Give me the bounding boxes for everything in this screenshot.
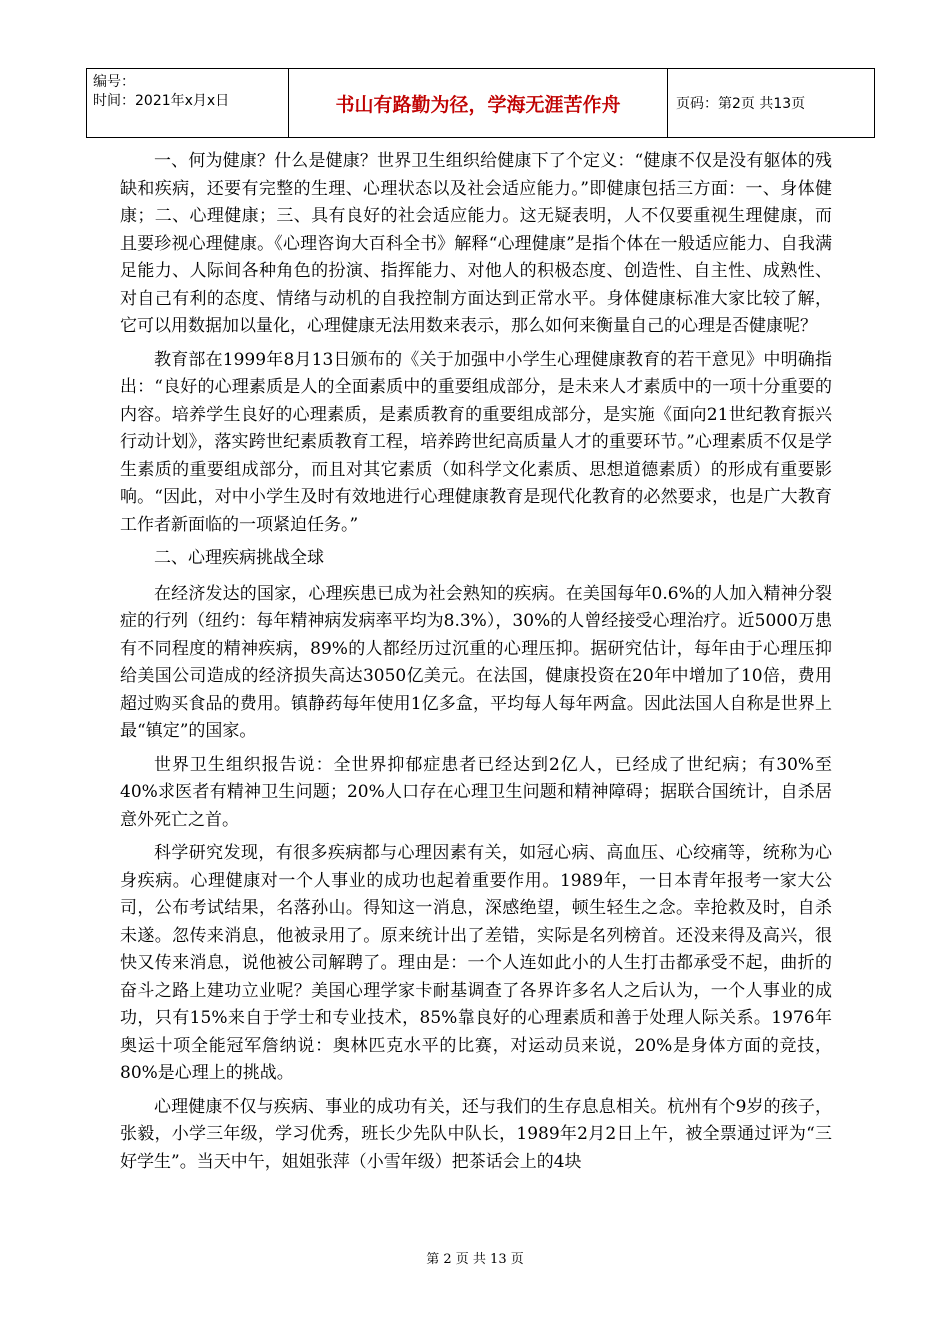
page-label: 页码：第2页 共13页	[668, 69, 875, 138]
paragraph: 心理健康不仅与疾病、事业的成功有关，还与我们的生存息息相关。杭州有个9岁的孩子，张毅，小学三年级，学习优秀，班长少先队中队长，1989年2月2日上午，被全票通过评为“三好学生”。当天中午，姐姐张萍（小雪年级）把茶话会上的4块	[120, 1096, 832, 1172]
header-meta-cell	[87, 69, 289, 138]
paragraph: 在经济发达的国家，心理疾患已成为社会熟知的疾病。在美国每年0.6%的人加入精神分裂症的行列（纽约：每年精神病发病率平均为8.3%），30%的人曾经接受心理治疗。近5000万患有不同程度的精神疾病，89%的人都经历过沉重的心理压抑。据研究估计，每年由于心理压抑给美国公司造成的经济损失高达3050亿美元。在法国，健康投资在20年中增加了10倍，费用超过购买食品的费用。镇静药每年使用1亿多盒，平均每人每年两盒。因此法国人自称是世界上最“镇定”的国家。	[120, 583, 832, 741]
time-label: 时间：2021年x月x日	[93, 93, 230, 109]
paragraph: 世界卫生组织报告说：全世界抑郁症患者已经达到2亿人，已经成了世纪病；有30%至40%求医者有精神卫生问题；20%人口存在心理卫生问题和精神障碍；据联合国统计，自杀居意外死亡之首。	[120, 754, 832, 830]
paragraph: 科学研究发现，有很多疾病都与心理因素有关，如冠心病、高血压、心绞痛等，统称为心身疾病。心理健康对一个人事业的成功也起着重要作用。1989年，一日本青年报考一家大公司，公布考试结果，名落孙山。得知这一消息，深感绝望，顿生轻生之念。幸抢救及时，自杀未遂。忽传来消息，他被录用了。原来统计出了差错，实际是名列榜首。还没来得及高兴，很快又传来消息，说他被公司解聘了。理由是：一个人连如此小的人生打击都承受不起，曲折的奋斗之路上建功立业呢？美国心理学家卡耐基调查了各界许多名人之后认为，一个人事业的成功，只有15%来自于学士和专业技术，85%靠良好的心理素质和善于处理人际关系。1976年奥运十项全能冠军詹纳说：奥林匹克水平的比赛，对运动员来说，20%是身体方面的竞技，80%是心理上的挑战。	[120, 843, 832, 1083]
section-heading: 二、心理疾病挑战全球	[154, 548, 324, 568]
document-body	[120, 148, 832, 1182]
number-label: 编号：	[93, 74, 135, 90]
page-footer: 第 2 页 共 13 页	[426, 1252, 524, 1267]
paragraph: 教育部在1999年8月13日颁布的《关于加强中小学生心理健康教育的若干意见》中明确指出：“良好的心理素质是人的全面素质中的重要组成部分，是未来人才素质中的一项十分重要的内容。培养学生良好的心理素质，是素质教育的重要组成部分，是实施《面向21世纪教育振兴行动计划》，落实跨世纪素质教育工程，培养跨世纪高质量人才的重要环节。”心理素质不仅是学生素质的重要组成部分，而且对其它素质（如科学文化素质、思想道德素质）的形成有重要影响。“因此，对中小学生及时有效地进行心理健康教育是现代化教育的必然要求，也是广大教育工作者新面临的一项紧迫任务。”	[120, 349, 832, 535]
paragraph: 一、何为健康？什么是健康？世界卫生组织给健康下了个定义：“健康不仅是没有躯体的残缺和疾病，还要有完整的生理、心理状态以及社会适应能力。”即健康包括三方面：一、身体健康；二、心理健康；三、具有良好的社会适应能力。这无疑表明，人不仅要重视生理健康，而且要珍视心理健康。《心理咨询大百科全书》解释“心理健康”是指个体在一般适应能力、自我满足能力、人际间各种角色的扮演、指挥能力、对他人的积极态度、创造性、自主性、成熟性、对自己有利的态度、情绪与动机的自我控制方面达到正常水平。身体健康标准大家比较了解，它可以用数据加以量化，心理健康无法用数来表示，那么如何来衡量自己的心理是否健康呢？	[120, 151, 832, 336]
document-header	[86, 68, 875, 138]
motto: 书山有路勤为径，学海无涯苦作舟	[289, 69, 668, 138]
